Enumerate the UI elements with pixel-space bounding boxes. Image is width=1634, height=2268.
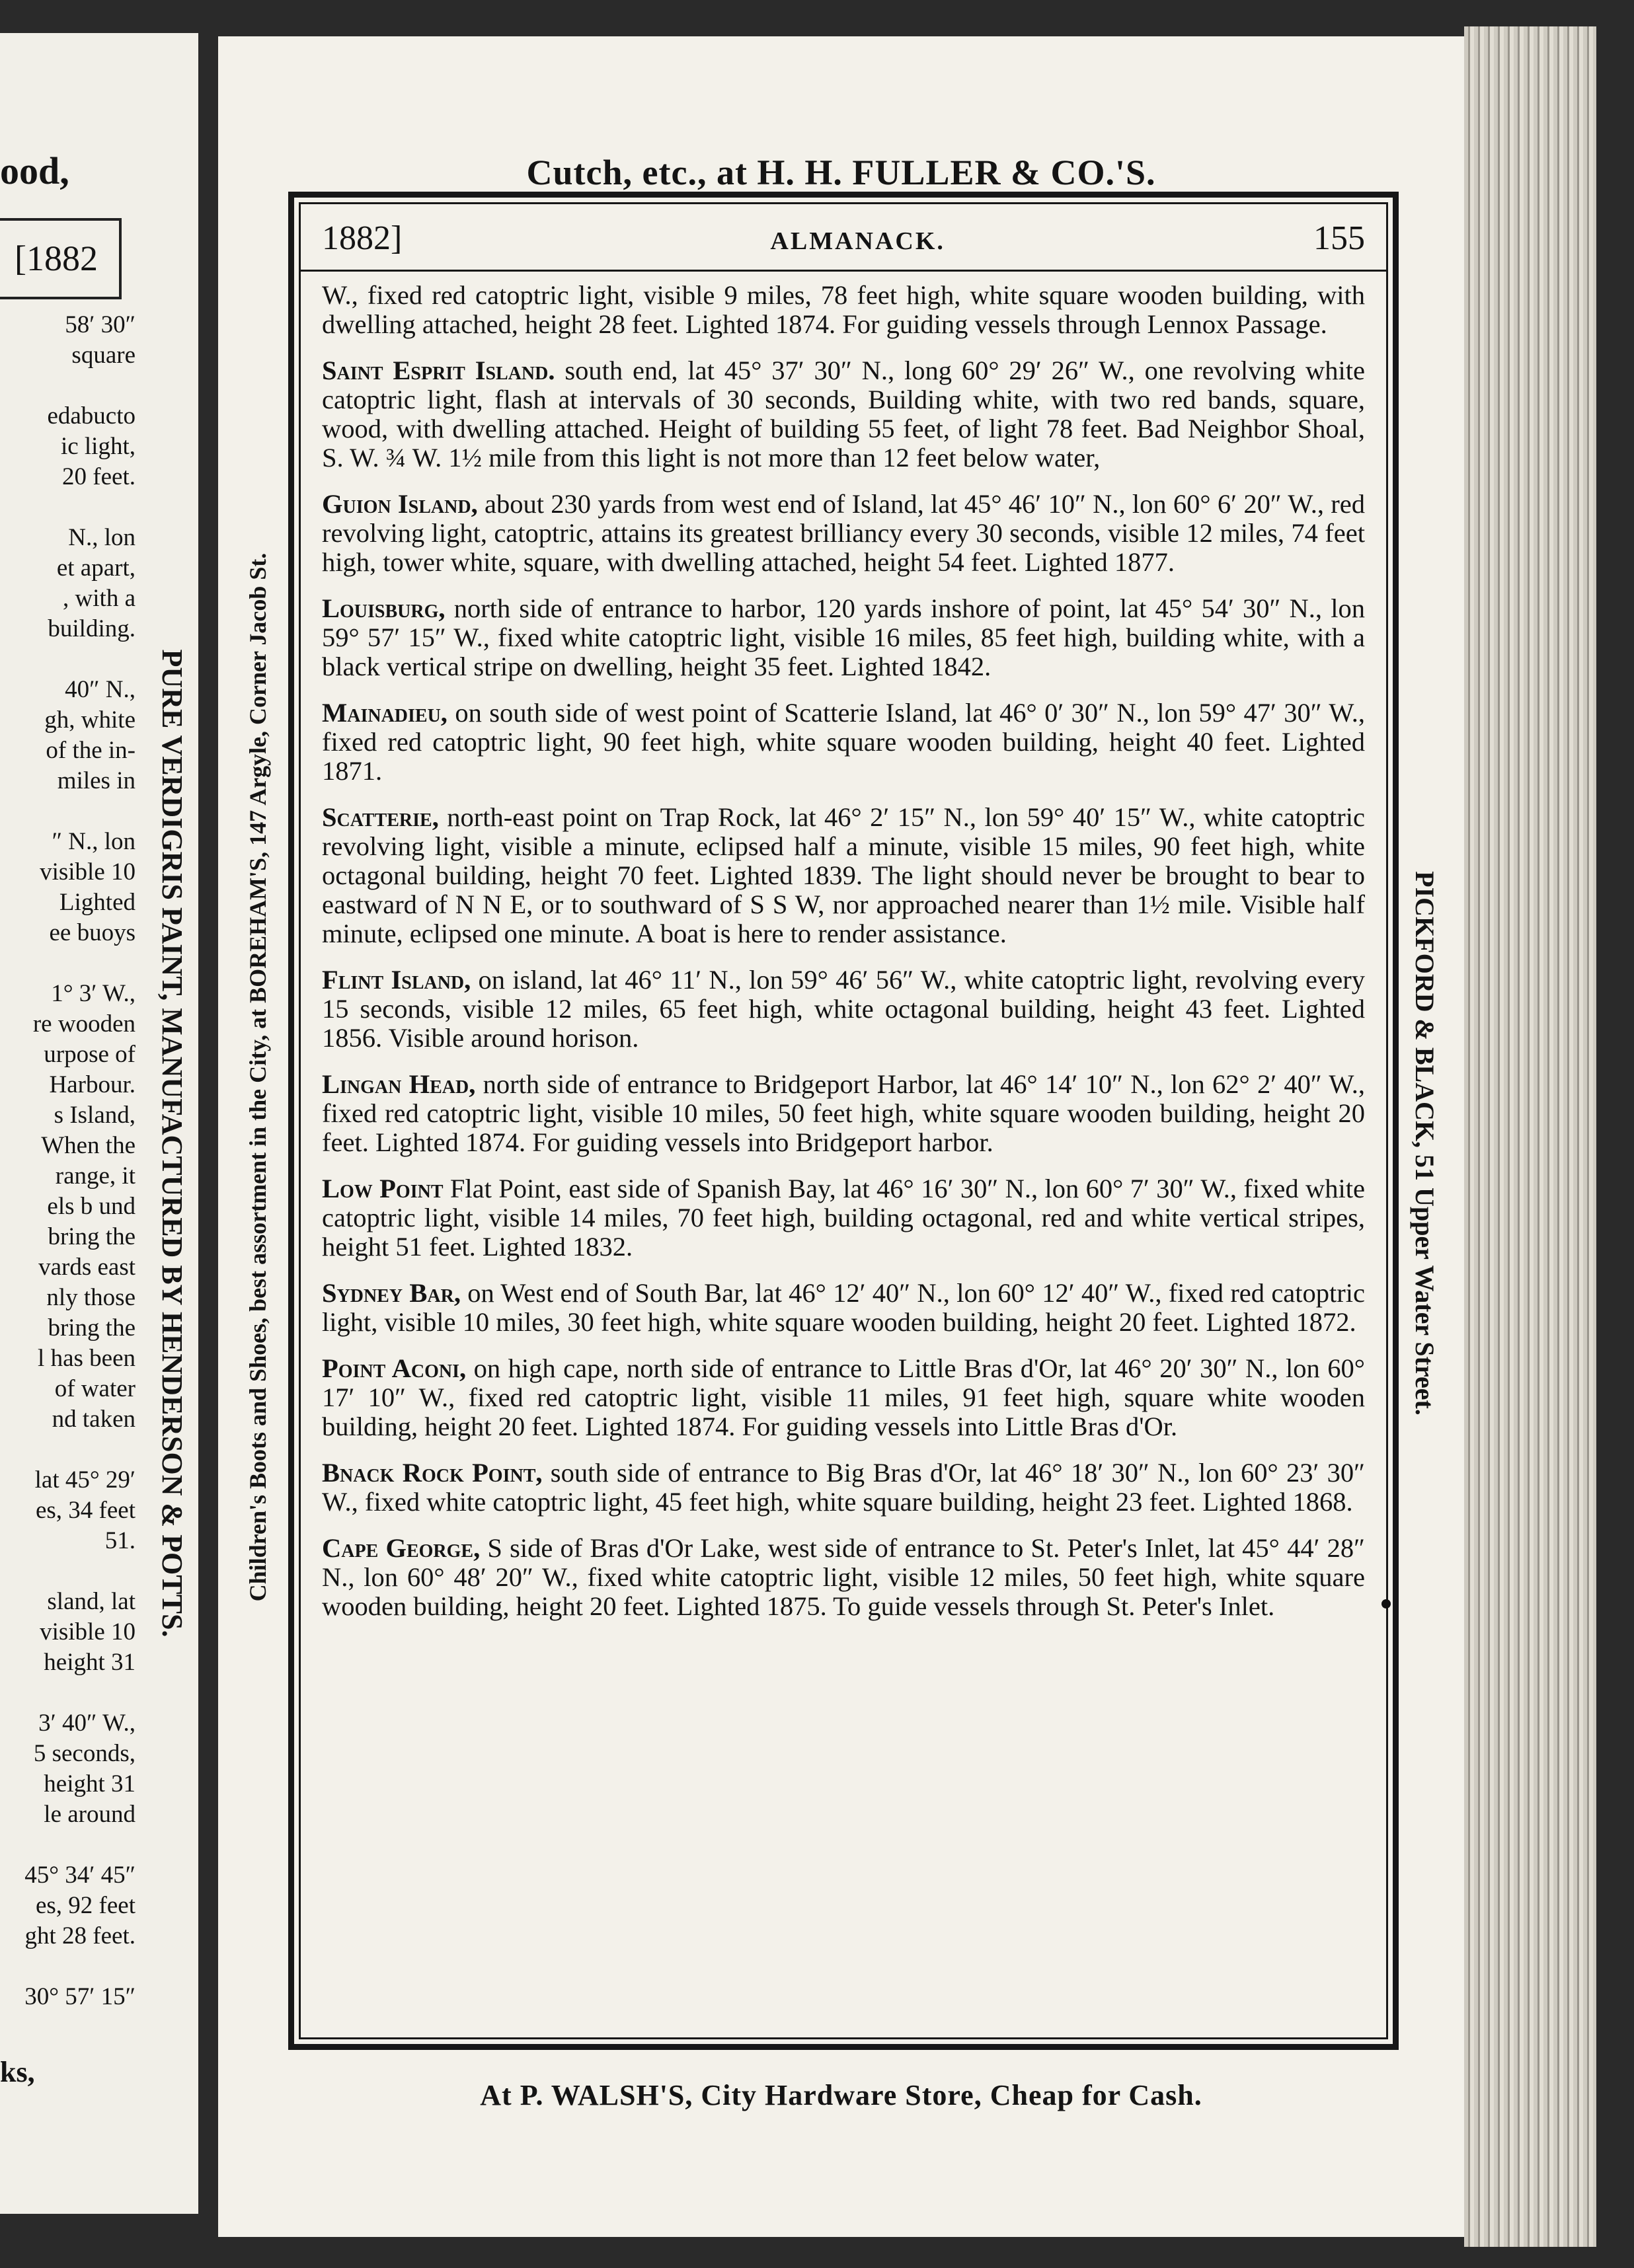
previous-page-line: 51. <box>104 1527 136 1554</box>
previous-page-side-ad <box>149 542 195 2062</box>
previous-page-line <box>0 797 136 827</box>
previous-page-line: es, 34 feet <box>35 1497 136 1524</box>
previous-page-line: le around <box>44 1801 136 1828</box>
previous-page-line: range, it <box>55 1162 136 1190</box>
lighthouse-entries <box>322 356 1365 1621</box>
previous-page-line: lat 45° 29′ <box>34 1466 136 1493</box>
previous-page-line: 40″ N., <box>65 676 136 703</box>
previous-page-line: , with a <box>63 585 136 612</box>
previous-page-line: ic light, <box>60 433 136 460</box>
ink-dot <box>1381 1599 1391 1608</box>
lighthouse-description: on island, lat 46° 11′ N., lon 59° 46′ 56″ W., white catoptric light, revolving every 15 seconds, visible 12 miles, 65 feet high, white octagonal building, height 43 feet. Lighted 1856. Visible around horison. <box>322 965 1365 1053</box>
page-header <box>301 219 1386 272</box>
previous-page-line: sland, lat <box>47 1588 136 1615</box>
lighthouse-description: on West end of South Bar, lat 46° 12′ 40″ N., lon 60° 12′ 40″ W., fixed red catoptric light, visible 10 miles, 30 feet high, white square wooden building, height 20 feet. Lighted 1872. <box>322 1278 1365 1337</box>
footer-advertisement: At P. WALSH'S, City Hardware Store, Cheap for Cash. <box>480 2079 1202 2111</box>
lighthouse-entry <box>322 1534 1365 1621</box>
previous-page-line: visible 10 <box>40 1618 136 1645</box>
lighthouse-name: Sydney Bar, <box>322 1278 461 1308</box>
previous-page-line: vards east <box>38 1254 136 1281</box>
lighthouse-name: Flint Island, <box>322 965 471 995</box>
lighthouse-entry <box>322 1279 1365 1337</box>
book-page-edges <box>1464 26 1596 2247</box>
lighthouse-description: on south side of west point of Scatterie Island, lat 46° 0′ 30″ N., lon 59° 47′ 30″ W., fixed red catoptric light, 90 feet high, white square wooden building, height 40 feet. Lighted 1871. <box>322 698 1365 786</box>
lighthouse-entry <box>322 594 1365 681</box>
previous-page-line: of water <box>54 1375 136 1402</box>
page-number: 155 <box>1313 219 1365 257</box>
previous-page-line: visible 10 <box>40 858 136 886</box>
lighthouse-entry <box>322 1354 1365 1441</box>
lighthouse-description: south end, lat 45° 37′ 30″ N., long 60° 29′ 26″ W., one revolving white catoptric light, flash at intervals of 30 seconds, Building white, with two red bands, square, wood, with dwelling attached. Height of building 55 feet, of light 78 feet. Bad Neighbor Shoal, S. W. ¾ W. 1½ mile from this light is not more than 12 feet below water, <box>322 356 1365 472</box>
previous-page-line: 58′ 30″ <box>65 311 136 338</box>
previous-page-line <box>0 371 136 402</box>
previous-page-line: bring the <box>48 1314 136 1342</box>
lighthouse-entry <box>322 1174 1365 1262</box>
lighthouse-description: south side of entrance to Big Bras d'Or, lat 46° 18′ 30″ N., lon 60° 23′ 30″ W., fixed white catoptric light, 45 feet high, white square building, height 23 feet. Lighted 1868. <box>322 1458 1366 1517</box>
lighthouse-description: north side of entrance to harbor, 120 yards inshore of point, lat 45° 54′ 30″ N., lon 59° 57′ 15″ W., fixed white catoptric light, visible 16 miles, 85 feet high, building white, with a black vertical stripe on dwelling, height 35 feet. Lighted 1842. <box>322 593 1365 681</box>
previous-page-line: edabucto <box>47 402 136 430</box>
previous-page-line <box>0 1557 136 1587</box>
lighthouse-description: on high cape, north side of entrance to Little Bras d'Or, lat 46° 20′ 30″ N., lon 60° 17′ 10″ W., fixed red catoptric light, visible 11 miles, 91 feet high, square white wooden building, height 20 feet. Lighted 1874. For guiding vessels into Little Bras d'Or. <box>322 1353 1365 1441</box>
lighthouse-description: Flat Point, east side of Spanish Bay, lat 46° 16′ 30″ N., lon 60° 7′ 30″ W., fixed white catoptric light, visible 14 miles, 70 feet high, building octagonal, red and white vertical stripes, height 51 feet. Lighted 1832. <box>322 1174 1365 1262</box>
previous-page-line: 45° 34′ 45″ <box>24 1862 136 1889</box>
continued-entry: W., fixed red catoptric light, visible 9 miles, 78 feet high, white square wooden building, with dwelling attached, height 28 feet. Lighted 1874. For guiding vessels through Lennox Passage. <box>322 280 1365 339</box>
lighthouse-entry <box>322 803 1365 948</box>
paint-advertisement: PURE VERDIGRIS PAINT, MANUFACTURED BY HENDERSON & POTTS. <box>156 649 188 1638</box>
almanack-page <box>218 36 1464 2237</box>
previous-page-line: nd taken <box>52 1406 136 1433</box>
lighthouse-entry <box>322 490 1365 577</box>
previous-page-line <box>0 1952 136 1983</box>
previous-page-line: s Island, <box>54 1102 136 1129</box>
lighthouse-name: Louisburg, <box>322 593 446 623</box>
lighthouse-description: S side of Bras d'Or Lake, west side of entrance to St. Peter's Inlet, lat 45° 44′ 28″ N., lon 60° 48′ 20″ W., fixed white catoptric light, visible 12 miles, 50 feet high, white square wooden building, height 20 feet. Lighted 1875. To guide vessels through St. Peter's Inlet. <box>322 1533 1365 1621</box>
previous-page-line: re wooden <box>32 1010 136 1038</box>
lighthouse-name: Low Point <box>322 1174 444 1203</box>
previous-page-line: When the <box>41 1132 136 1159</box>
previous-page-heading: ood, <box>0 149 69 192</box>
previous-page-line <box>0 493 136 523</box>
previous-page-line: 30° 57′ 15″ <box>24 1983 136 2010</box>
lighthouse-name: Guion Island, <box>322 489 478 519</box>
previous-page-line <box>0 1435 136 1466</box>
right-margin-advertisement <box>1401 757 1448 1530</box>
previous-page-line: square <box>71 342 136 369</box>
previous-page-line: l has been <box>38 1345 136 1372</box>
lighthouse-name: Scatterie, <box>322 802 439 832</box>
previous-page-line: building. <box>48 615 136 642</box>
lighthouse-description: about 230 yards from west end of Island, lat 45° 46′ 10″ N., lon 60° 6′ 20″ W., red revolving light, catoptric, attains its greatest brilliancy every 30 seconds, visible 12 miles, 74 feet high, tower white, square, with dwelling attached, height 54 feet. Lighted 1877. <box>322 489 1366 577</box>
previous-page-line: 3′ 40″ W., <box>38 1710 136 1737</box>
previous-page-line: height 31 <box>44 1770 136 1797</box>
previous-page-fragment <box>0 33 198 2214</box>
lighthouse-name: Saint Esprit Island. <box>322 356 555 385</box>
previous-page-line: miles in <box>57 767 136 794</box>
lighthouse-name: Point Aconi, <box>322 1353 467 1383</box>
previous-page-line: Lighted <box>59 889 136 916</box>
page-content <box>299 202 1388 2039</box>
lighthouse-entry <box>322 699 1365 786</box>
previous-page-line: of the in- <box>46 737 136 764</box>
lighthouse-entry <box>322 1070 1365 1157</box>
previous-page-line: height 31 <box>44 1649 136 1676</box>
lighthouse-description: north-east point on Trap Rock, lat 46° 2′ 15″ N., lon 59° 40′ 15″ W., white catoptric revolving light, visible a minute, eclipsed half a minute, visible 15 miles, 90 feet high, white octagonal building, height 70 feet. Lighted 1839. The light should never be brought to bear to eastward of N N E, or to southward of S S W, nor approached nearer than 1½ mile. Visible half minute, eclipsed one minute. A boat is here to render assistance. <box>322 802 1365 948</box>
previous-page-line: et apart, <box>56 554 136 582</box>
pickford-black-advertisement: PICKFORD & BLACK, 51 Upper Water Street. <box>1410 871 1440 1416</box>
page-border-frame <box>288 192 1399 2050</box>
previous-page-year: [1882 <box>15 239 98 278</box>
previous-page-line: ″ N., lon <box>52 828 136 855</box>
boots-shoes-advertisement: Children's Boots and Shoes, best assortment in the City, at BOREHAM'S, 147 Argyle, Corner Jacob St. <box>245 552 271 1602</box>
lighthouse-entry <box>322 1458 1365 1517</box>
previous-page-line: nly those <box>46 1284 136 1311</box>
lighthouse-entry <box>322 356 1365 472</box>
running-head-advertisement: Cutch, etc., at H. H. FULLER & CO.'S. <box>526 153 1156 192</box>
previous-page-line <box>0 1679 136 1709</box>
lighthouse-name: Bnack Rock Point, <box>322 1458 543 1488</box>
left-margin-advertisement <box>235 340 281 1814</box>
previous-page-footer: ks, <box>0 2056 35 2088</box>
previous-page-text <box>0 311 136 2013</box>
previous-page-line <box>0 645 136 675</box>
previous-page-line: es, 92 feet <box>35 1892 136 1919</box>
previous-page-line: urpose of <box>44 1041 136 1068</box>
header-year: 1882] <box>322 219 403 257</box>
lighthouse-description: north side of entrance to Bridgeport Harbor, lat 46° 14′ 10″ N., lon 62° 2′ 40″ W., fixed red catoptric light, visible 10 miles, 50 feet high, white square wooden building, height 20 feet. Lighted 1874. For guiding vessels into Bridgeport harbor. <box>322 1069 1365 1157</box>
previous-page-line: els b und <box>47 1193 136 1220</box>
previous-page-line: 1° 3′ W., <box>51 980 136 1007</box>
previous-page-line: N., lon <box>68 524 136 551</box>
previous-page-line <box>0 949 136 979</box>
previous-page-line: 5 seconds, <box>33 1740 136 1767</box>
header-title: ALMANACK. <box>770 227 945 255</box>
previous-page-line: Harbour. <box>49 1071 136 1098</box>
lighthouse-entry <box>322 965 1365 1053</box>
lighthouse-name: Lingan Head, <box>322 1069 476 1099</box>
previous-page-line: 20 feet. <box>62 463 136 490</box>
previous-page-line <box>0 1831 136 1861</box>
previous-page-line: ght 28 feet. <box>24 1922 136 1949</box>
previous-page-line: bring the <box>48 1223 136 1250</box>
previous-page-line: ee buoys <box>49 919 136 946</box>
lighthouse-name: Cape George, <box>322 1533 481 1563</box>
lighthouse-name: Mainadieu, <box>322 698 447 728</box>
previous-page-line: gh, white <box>44 706 136 734</box>
